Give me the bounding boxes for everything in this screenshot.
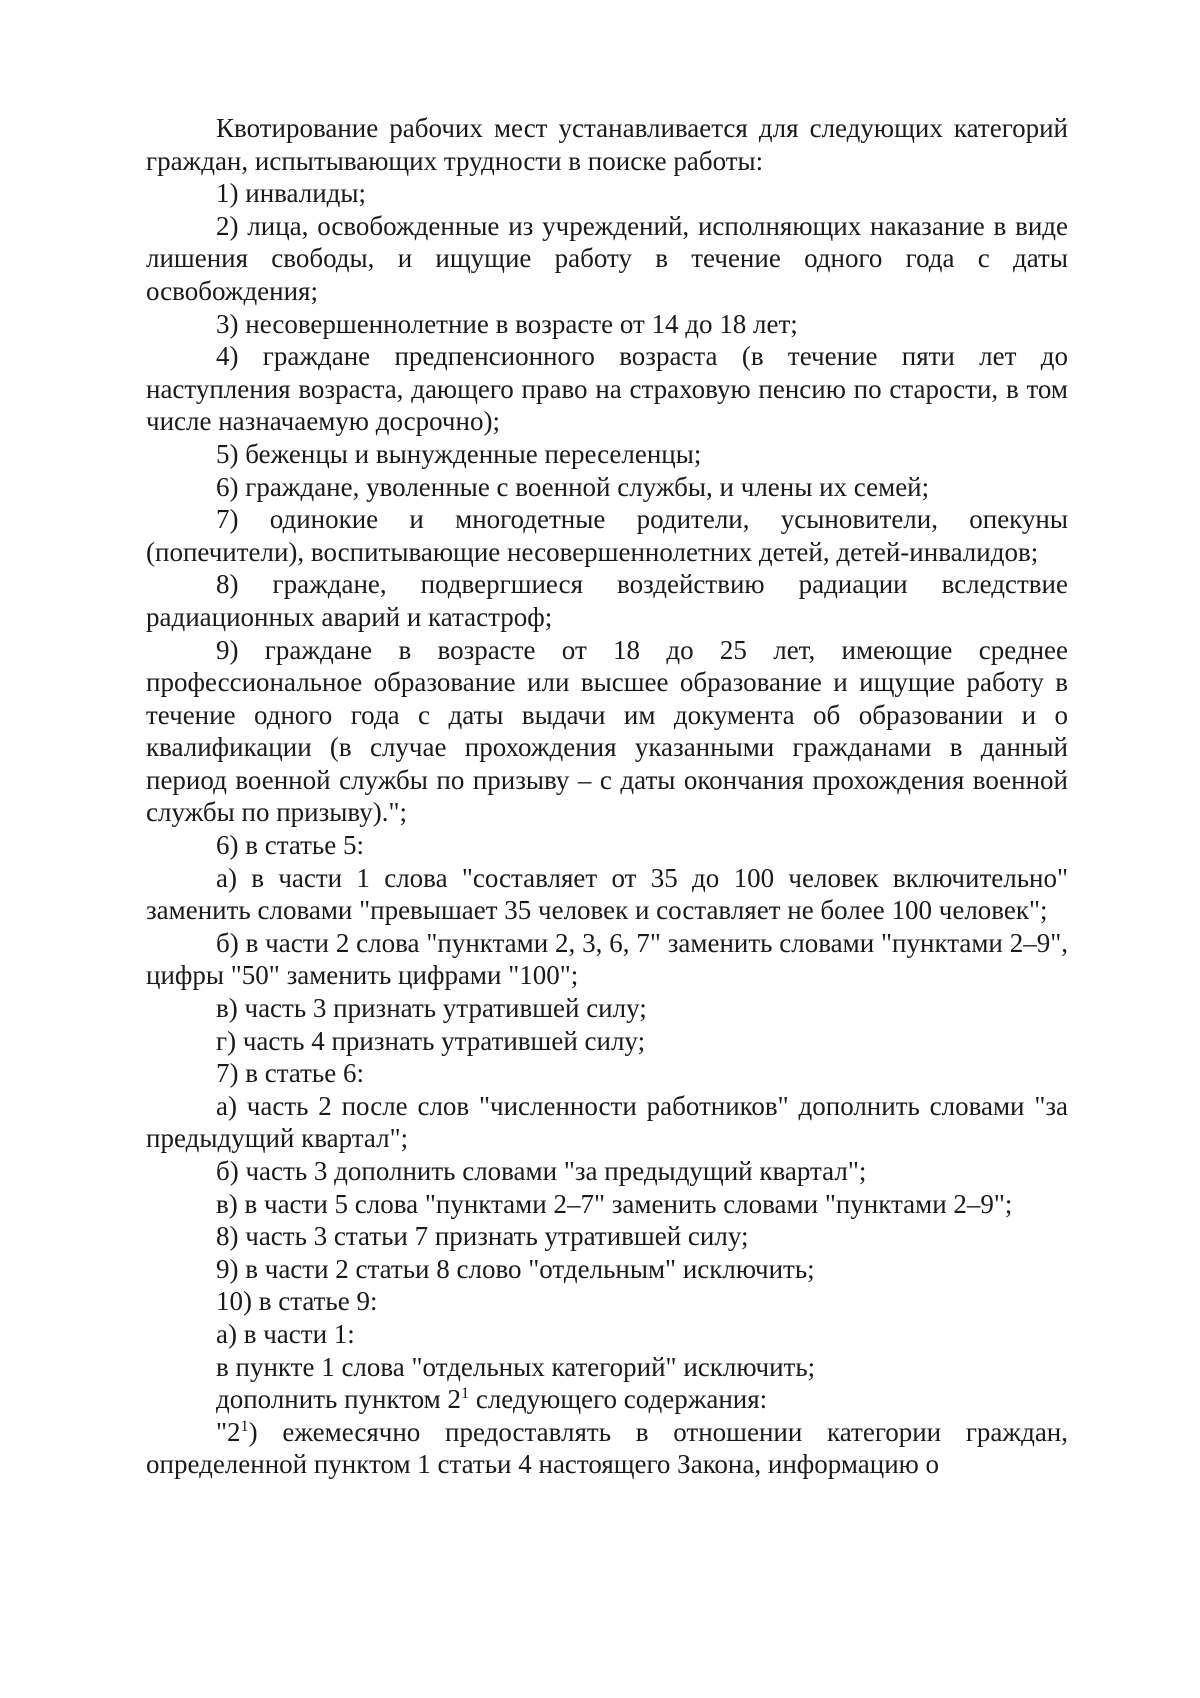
document-body: [146, 112, 1068, 1481]
new-point-superscript: 1: [240, 1416, 249, 1435]
amendment-article-5: 6) в статье 5:: [216, 830, 364, 861]
list-item-5: 5) беженцы и вынужденные переселенцы;: [216, 438, 702, 469]
amendment-5v: в) часть 3 признать утратившей силу;: [216, 993, 647, 1024]
amendment-5b: б) в части 2 слова "пунктами 2, 3, 6, 7" заменить словами "пунктами 2–9", цифры "50" заменить цифрами "100";: [146, 927, 1068, 991]
amendment-9a-add-point: [146, 1383, 1068, 1416]
amendment-article-9: 10) в статье 9:: [216, 1286, 378, 1317]
list-item-7: 7) одинокие и многодетные родители, усыновители, опекуны (попечители), воспитывающие несовершеннолетних детей, детей-инвалидов;: [146, 504, 1068, 567]
amendment-article-7: 8) часть 3 статьи 7 признать утратившей силу;: [216, 1221, 749, 1252]
list-item-9: 9) граждане в возрасте от 18 до 25 лет, имеющие среднее профессиональное образование или высшее образование и ищущие работу в течение одного года с даты выдачи им документа об образовании и о квалификации (в случае прохождения указанными гражданами в данный период военной службы по призыву – с даты окончания прохождения военной службы по призыву).";: [146, 634, 1068, 828]
paragraph-quota-intro: Квотирование рабочих мест устанавливается для следующих категорий граждан, испытывающих трудности в поиске работы:: [146, 113, 1068, 176]
amendment-6b: б) часть 3 дополнить словами "за предыдущий квартал";: [216, 1156, 867, 1186]
list-item-1: 1) инвалиды;: [216, 178, 367, 209]
add-point-text-post: следующего содержания:: [469, 1384, 768, 1415]
new-point-text-pre: "2: [216, 1416, 241, 1447]
new-point-text-post: ) ежемесячно предоставлять в отношении категории граждан, определенной пунктом 1 статьи 4 настоящего Закона, информацию о: [146, 1416, 1068, 1480]
list-item-8: 8) граждане, подвергшиеся воздействию радиации вследствие радиационных аварий и катастроф;: [146, 569, 1068, 632]
list-item-6: 6) граждане, уволенные с военной службы, и члены их семей;: [216, 471, 930, 502]
amendment-6v: в) в части 5 слова "пунктами 2–7" заменить словами "пунктами 2–9";: [216, 1188, 1013, 1219]
amendment-5a: а) в части 1 слова "составляет от 35 до 100 человек включительно" заменить словами "превышает 35 человек и составляет не более 100 человек";: [146, 862, 1068, 926]
add-point-superscript: 1: [461, 1384, 470, 1403]
amendment-9a: а) в части 1:: [216, 1318, 355, 1349]
add-point-text-pre: дополнить пунктом 2: [216, 1384, 461, 1415]
amendment-6a: а) часть 2 после слов "численности работников" дополнить словами "за предыдущий квартал";: [146, 1090, 1068, 1154]
amendment-9a-point-1: в пункте 1 слова "отдельных категорий" исключить;: [216, 1351, 816, 1382]
amendment-article-6: 7) в статье 6:: [216, 1058, 364, 1089]
list-item-4: 4) граждане предпенсионного возраста (в течение пяти лет до наступления возраста, дающего право на страховую пенсию по старости, в том числе назначаемую досрочно);: [146, 341, 1068, 437]
amendment-5g: г) часть 4 признать утратившей силу;: [216, 1025, 646, 1056]
new-point-2-1: [146, 1416, 1068, 1481]
list-item-2: 2) лица, освобожденные из учреждений, исполняющих наказание в виде лишения свободы, и ищущие работу в течение одного года с даты освобождения;: [146, 210, 1068, 306]
amendment-article-8: 9) в части 2 статьи 8 слово "отдельным" исключить;: [216, 1253, 815, 1284]
list-item-3: 3) несовершеннолетние в возрасте от 14 до 18 лет;: [216, 308, 798, 339]
